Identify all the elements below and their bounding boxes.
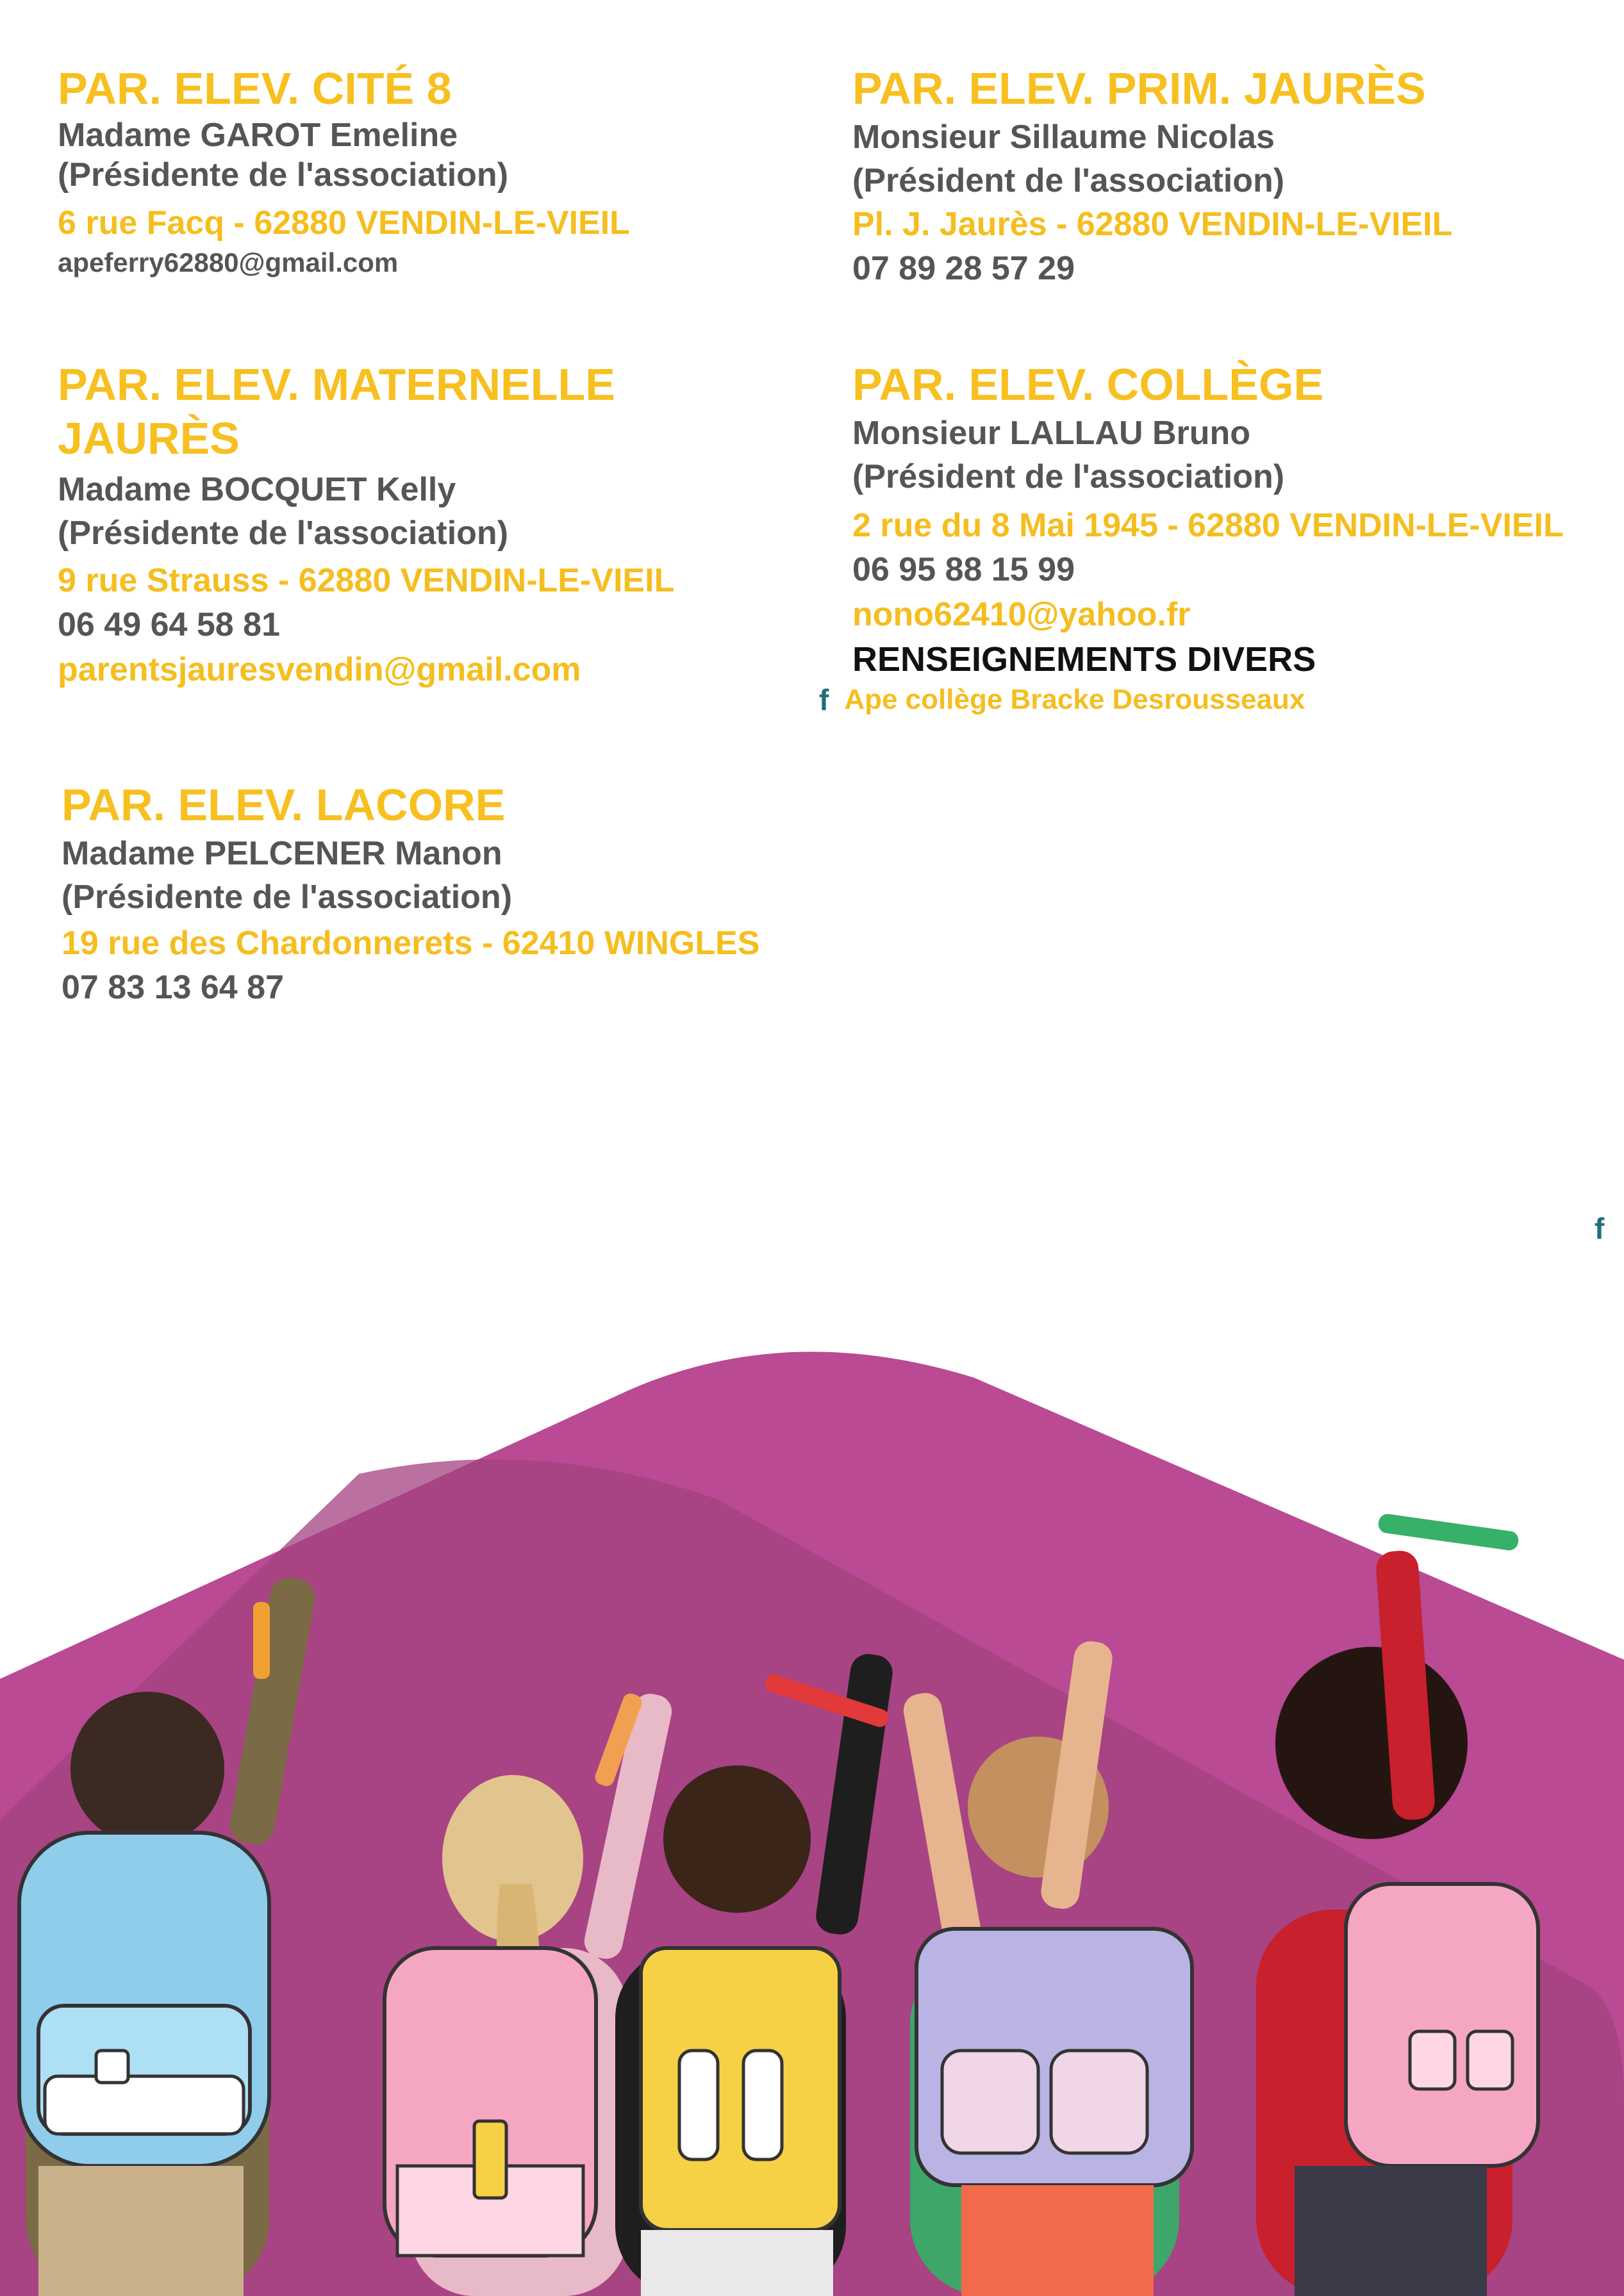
association-prim-jaures xyxy=(852,62,1609,291)
association-title-line2: JAURÈS xyxy=(58,413,240,463)
association-lacore xyxy=(62,778,831,1010)
address: 6 rue Facq - 62880 VENDIN-LE-VIEIL xyxy=(58,204,630,242)
facebook-label[interactable]: Ape collège Bracke Desrousseaux xyxy=(844,684,1305,715)
address: Pl. J. Jaurès - 62880 VENDIN-LE-VIEIL xyxy=(852,206,1453,243)
contact-name: Monsieur Sillaume Nicolas xyxy=(852,119,1275,156)
association-title: PAR. ELEV. LACORE xyxy=(62,780,506,830)
email[interactable]: nono62410@yahoo.fr xyxy=(852,596,1191,633)
association-title-line1: PAR. ELEV. MATERNELLE xyxy=(58,359,615,409)
association-title: PAR. ELEV. COLLÈGE xyxy=(852,359,1324,409)
contact-role: (Président de l'association) xyxy=(852,458,1285,495)
contact-role: (Présidente de l'association) xyxy=(58,515,509,552)
association-title: PAR. ELEV. PRIM. JAURÈS xyxy=(852,63,1426,113)
misc-heading: RENSEIGNEMENTS DIVERS xyxy=(852,640,1316,679)
phone: 06 95 88 15 99 xyxy=(852,551,1075,588)
facebook-icon-edge: f xyxy=(1595,1212,1605,1245)
association-title: PAR. ELEV. CITÉ 8 xyxy=(58,63,452,113)
email[interactable]: parentsjauresvendin@gmail.com xyxy=(58,651,581,688)
email[interactable]: apeferry62880@gmail.com xyxy=(58,247,399,277)
contact-name: Monsieur LALLAU Bruno xyxy=(852,415,1251,452)
association-college xyxy=(819,358,1615,718)
contact-role: (Présidente de l'association) xyxy=(58,156,509,194)
address: 19 rue des Chardonnerets - 62410 WINGLES xyxy=(62,925,760,962)
contact-role: (Président de l'association) xyxy=(852,162,1285,199)
phone: 07 89 28 57 29 xyxy=(852,250,1075,287)
phone: 06 49 64 58 81 xyxy=(58,606,280,643)
address: 9 rue Strauss - 62880 VENDIN-LE-VIEIL xyxy=(58,562,675,599)
phone: 07 83 13 64 87 xyxy=(62,969,284,1006)
contact-name: Madame GAROT Emeline xyxy=(58,117,458,154)
association-maternelle-jaures xyxy=(58,358,795,692)
facebook-icon: f xyxy=(819,683,829,716)
contact-role: (Présidente de l'association) xyxy=(62,879,513,916)
facebook-link[interactable] xyxy=(819,682,1615,718)
contact-name: Madame BOCQUET Kelly xyxy=(58,471,456,508)
address: 2 rue du 8 Mai 1945 - 62880 VENDIN-LE-VIEIL xyxy=(852,507,1564,544)
contact-name: Madame PELCENER Manon xyxy=(62,835,502,872)
children-illustration xyxy=(0,1333,1624,2296)
association-cite8 xyxy=(58,62,795,281)
